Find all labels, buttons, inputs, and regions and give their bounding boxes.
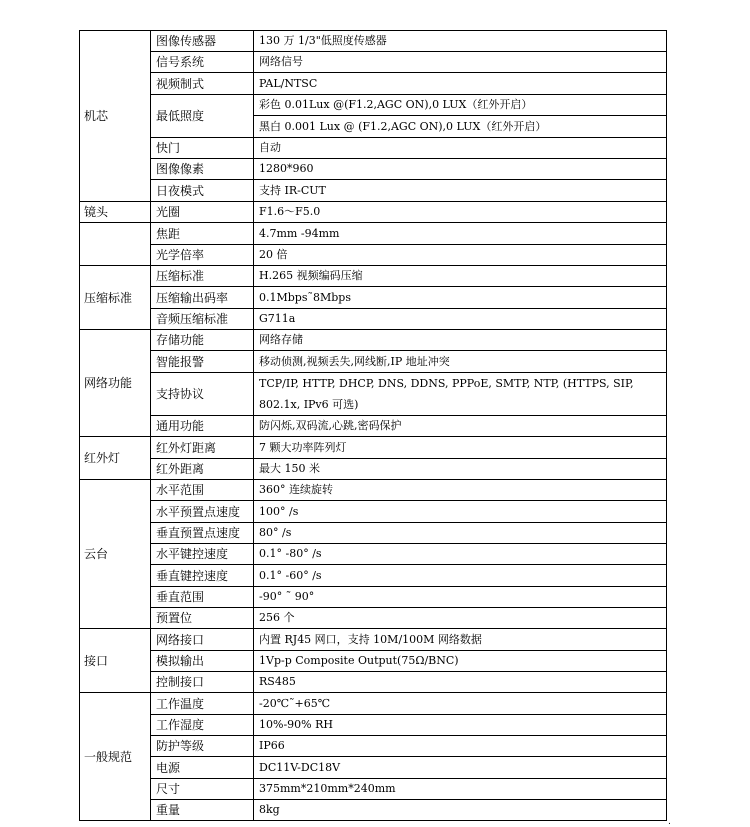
value-cell: 0.1° -60° /s	[254, 565, 667, 587]
item-cell: 最低照度	[151, 95, 254, 138]
value-cell: TCP/IP, HTTP, DHCP, DNS, DDNS, PPPoE, SMTP, NTP, (HTTPS, SIP, 802.1x, IPv6 可选)	[254, 373, 667, 416]
table-row	[80, 459, 667, 480]
value-cell: 彩色 0.01Lux @(F1.2,AGC ON),0 LUX（红外开启）	[254, 95, 667, 116]
table-row	[80, 800, 667, 821]
spec-table	[79, 30, 667, 821]
value-cell: PAL/NTSC	[254, 73, 667, 95]
value-cell: 防闪烁,双码流,心跳,密码保护	[254, 416, 667, 437]
table-row	[80, 31, 667, 52]
item-cell: 水平预置点速度	[151, 501, 254, 523]
value-cell: 7 颗大功率阵列灯	[254, 437, 667, 459]
value-cell: IP66	[254, 736, 667, 757]
item-cell: 日夜模式	[151, 180, 254, 202]
table-row	[80, 779, 667, 800]
table-row	[80, 180, 667, 202]
value-cell: 10%-90% RH	[254, 715, 667, 736]
category-cell: 红外灯	[80, 437, 151, 480]
table-row	[80, 565, 667, 587]
item-cell: 水平范围	[151, 480, 254, 501]
value-cell: G711a	[254, 309, 667, 330]
spec-table-body	[80, 31, 667, 821]
item-cell: 红外距离	[151, 459, 254, 480]
table-row	[80, 651, 667, 672]
value-cell: 1280*960	[254, 159, 667, 180]
item-cell: 图像传感器	[151, 31, 254, 52]
item-cell: 压缩输出码率	[151, 287, 254, 309]
value-cell: DC11V-DC18V	[254, 757, 667, 779]
value-cell: 8kg	[254, 800, 667, 821]
value-cell: 256 个	[254, 608, 667, 629]
table-row	[80, 351, 667, 373]
table-row	[80, 587, 667, 608]
category-cell: 压缩标准	[80, 266, 151, 330]
item-cell: 图像像素	[151, 159, 254, 180]
value-cell: 移动侦测,视频丢失,网线断,IP 地址冲突	[254, 351, 667, 373]
item-cell: 智能报警	[151, 351, 254, 373]
table-row	[80, 138, 667, 159]
item-cell: 尺寸	[151, 779, 254, 800]
table-row	[80, 693, 667, 715]
value-cell: 360° 连续旋转	[254, 480, 667, 501]
value-cell: F1.6～F5.0	[254, 202, 667, 223]
value-cell: H.265 视频编码压缩	[254, 266, 667, 287]
table-row	[80, 501, 667, 523]
item-cell: 控制接口	[151, 672, 254, 693]
table-row	[80, 245, 667, 266]
value-cell: 130 万 1/3"低照度传感器	[254, 31, 667, 52]
value-cell: 内置 RJ45 网口，支持 10M/100M 网络数据	[254, 629, 667, 651]
table-row	[80, 223, 667, 245]
category-cell: 网络功能	[80, 330, 151, 437]
item-cell: 水平键控速度	[151, 544, 254, 565]
item-cell: 视频制式	[151, 73, 254, 95]
value-cell: 100° /s	[254, 501, 667, 523]
table-row	[80, 287, 667, 309]
value-cell: -20℃˜+65℃	[254, 693, 667, 715]
value-cell: 支持 IR-CUT	[254, 180, 667, 202]
item-cell: 通用功能	[151, 416, 254, 437]
value-cell: 自动	[254, 138, 667, 159]
item-cell: 存储功能	[151, 330, 254, 351]
item-cell: 支持协议	[151, 373, 254, 416]
item-cell: 音频压缩标准	[151, 309, 254, 330]
value-cell: 网络存储	[254, 330, 667, 351]
item-cell: 电源	[151, 757, 254, 779]
item-cell: 重量	[151, 800, 254, 821]
value-cell: 1Vp-p Composite Output(75Ω/BNC)	[254, 651, 667, 672]
table-row	[80, 309, 667, 330]
item-cell: 焦距	[151, 223, 254, 245]
table-row	[80, 159, 667, 180]
value-cell: 最大 150 米	[254, 459, 667, 480]
category-cell	[80, 223, 151, 266]
value-cell: 4.7mm -94mm	[254, 223, 667, 245]
corner-mark: .	[668, 817, 671, 827]
category-cell: 一般规范	[80, 693, 151, 821]
table-row	[80, 95, 667, 116]
table-row	[80, 437, 667, 459]
table-row	[80, 736, 667, 757]
item-cell: 防护等级	[151, 736, 254, 757]
item-cell: 工作温度	[151, 693, 254, 715]
item-cell: 垂直预置点速度	[151, 523, 254, 544]
item-cell: 网络接口	[151, 629, 254, 651]
table-row	[80, 266, 667, 287]
table-row	[80, 629, 667, 651]
table-row	[80, 52, 667, 73]
item-cell: 垂直键控速度	[151, 565, 254, 587]
table-row	[80, 672, 667, 693]
item-cell: 压缩标准	[151, 266, 254, 287]
category-cell: 镜头	[80, 202, 151, 223]
value-cell: 20 倍	[254, 245, 667, 266]
category-cell: 接口	[80, 629, 151, 693]
table-row	[80, 202, 667, 223]
category-cell: 机芯	[80, 31, 151, 202]
item-cell: 信号系统	[151, 52, 254, 73]
category-cell: 云台	[80, 480, 151, 629]
item-cell: 预置位	[151, 608, 254, 629]
value-cell: -90° ˜ 90°	[254, 587, 667, 608]
table-row	[80, 73, 667, 95]
value-cell: 0.1° -80° /s	[254, 544, 667, 565]
item-cell: 光圈	[151, 202, 254, 223]
item-cell: 垂直范围	[151, 587, 254, 608]
table-row	[80, 416, 667, 437]
table-row	[80, 757, 667, 779]
table-row	[80, 373, 667, 416]
value-cell: 黑白 0.001 Lux @ (F1.2,AGC ON),0 LUX（红外开启）	[254, 116, 667, 138]
table-row	[80, 544, 667, 565]
table-row	[80, 330, 667, 351]
item-cell: 光学倍率	[151, 245, 254, 266]
value-cell: RS485	[254, 672, 667, 693]
table-row	[80, 715, 667, 736]
value-cell: 网络信号	[254, 52, 667, 73]
value-cell: 375mm*210mm*240mm	[254, 779, 667, 800]
table-row	[80, 608, 667, 629]
item-cell: 快门	[151, 138, 254, 159]
value-cell: 80° /s	[254, 523, 667, 544]
value-cell: 0.1Mbps˜8Mbps	[254, 287, 667, 309]
item-cell: 模拟输出	[151, 651, 254, 672]
table-row	[80, 480, 667, 501]
item-cell: 红外灯距离	[151, 437, 254, 459]
item-cell: 工作湿度	[151, 715, 254, 736]
table-row	[80, 523, 667, 544]
